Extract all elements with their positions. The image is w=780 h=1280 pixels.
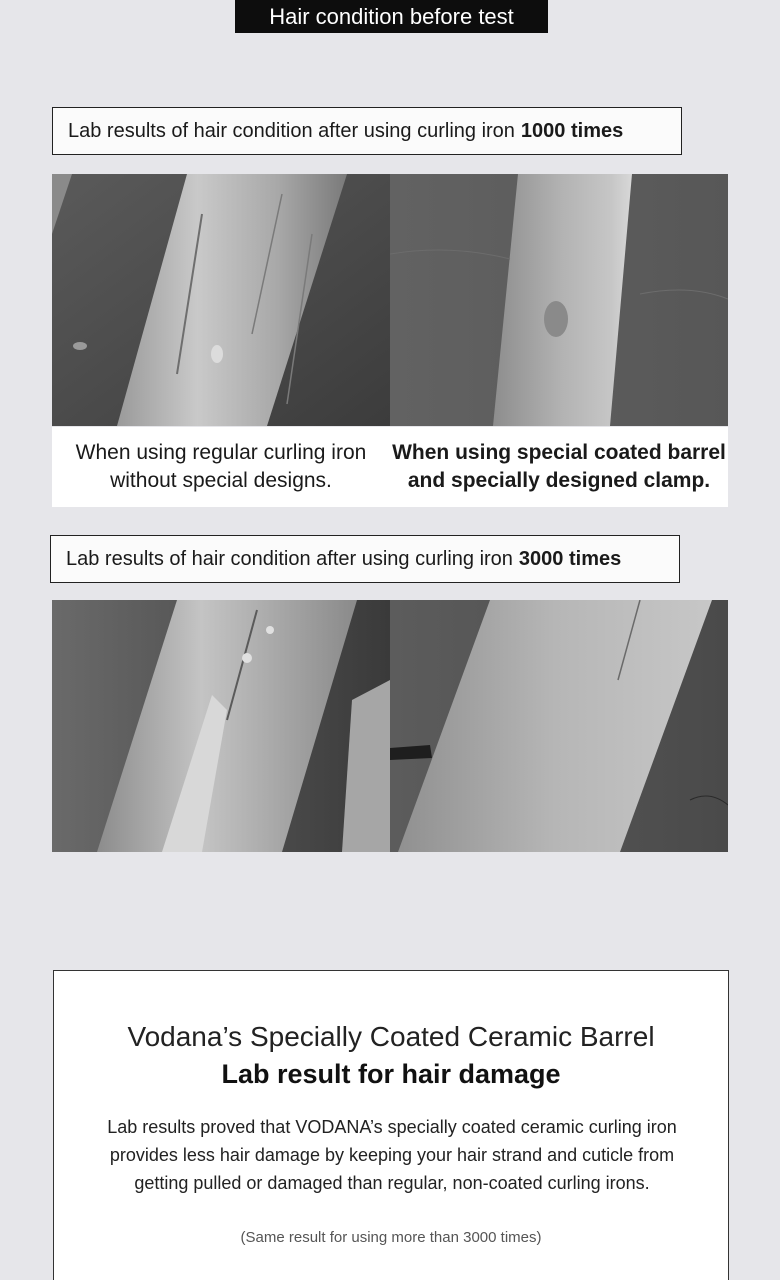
- lab-label-prefix: Lab results of hair condition after using curling iron: [66, 547, 513, 570]
- summary-body-line: Lab results proved that VODANA’s specially coated ceramic curling iron: [107, 1117, 677, 1137]
- summary-box: [53, 970, 729, 1280]
- lab-label-count: 1000 times: [520, 119, 624, 142]
- summary-title: Vodana’s Specially Coated Ceramic Barrel: [127, 1021, 655, 1052]
- photo-row-1000: [52, 174, 728, 426]
- top-banner: [235, 0, 548, 33]
- sem-photo-regular-1000: [52, 174, 390, 426]
- summary-note: (Same result for using more than 3000 times): [240, 1229, 542, 1246]
- summary-body: [84, 1113, 700, 1197]
- caption-regular-line1: When using regular curling iron: [75, 441, 367, 464]
- sem-photo-regular-3000: [52, 600, 390, 852]
- summary-subtitle: Lab result for hair damage: [221, 1059, 561, 1089]
- summary-body-line: getting pulled or damaged than regular, non-coated curling irons.: [134, 1173, 650, 1193]
- lab-label-prefix: Lab results of hair condition after using curling iron: [68, 119, 515, 142]
- lab-label-3000: [50, 535, 680, 583]
- caption-row-1000: [52, 427, 728, 507]
- caption-coated: [390, 427, 728, 507]
- sem-photo-coated-3000: [390, 600, 728, 852]
- summary-body-line: provides less hair damage by keeping your hair strand and cuticle from: [109, 1145, 675, 1165]
- caption-regular: [52, 427, 390, 507]
- banner-text: Hair condition before test: [269, 3, 514, 29]
- sem-photo-coated-1000: [390, 174, 728, 426]
- lab-label-count: 3000 times: [518, 547, 622, 570]
- caption-regular-line2: without special designs.: [110, 469, 332, 492]
- photo-row-3000: [52, 600, 728, 852]
- caption-coated-line2: and specially designed clamp.: [407, 469, 711, 492]
- lab-label-1000: [52, 107, 682, 155]
- caption-coated-line1: When using special coated barrel: [392, 441, 726, 464]
